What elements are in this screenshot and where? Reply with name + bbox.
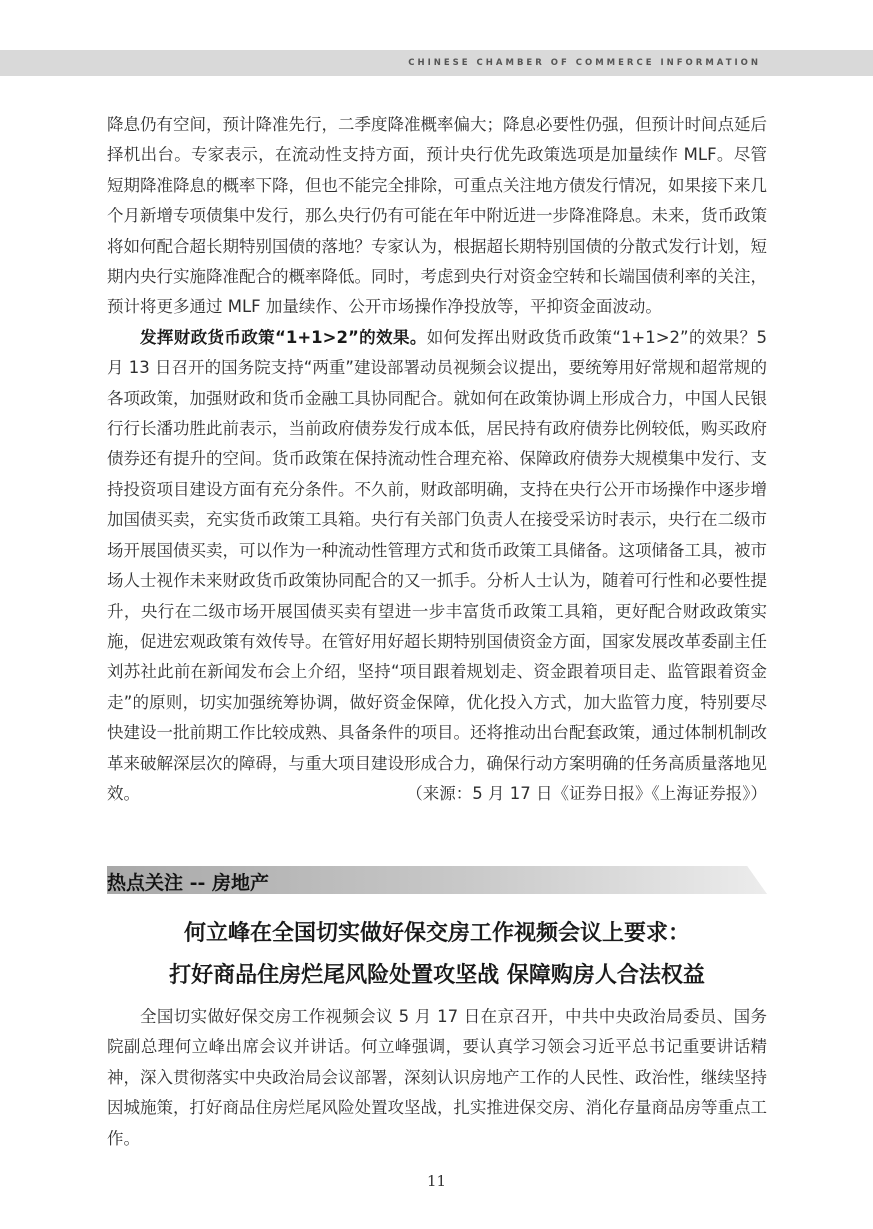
article-1 bbox=[107, 110, 767, 809]
publication-header: CHINESE CHAMBER OF COMMERCE INFORMATION bbox=[408, 58, 761, 68]
paragraph-2-body: 如何发挥出财政货币政策“1+1>2”的效果？5 月 13 日召开的国务院支持“两重”建设部署动员视频会议提出，要统筹用好常规和超常规的各项政策，加强财政和货币金融工具协同配合。就如何在政策协调上形成合力，中国人民银行行长潘功胜此前表示，当前政府债券发行成本低，居民持有政府债券比例较低，购买政府债券还有提升的空间。货币政策在保持流动性合理充裕、保障政府债券大规模集中发行、支持投资项目建设方面有充分条件。不久前，财政部明确，支持在央行公开市场操作中逐步增加国债买卖，充实货币政策工具箱。央行有关部门负责人在接受采访时表示，央行在二级市场开展国债买卖，可以作为一种流动性管理方式和货币政策工具储备。这项储备工具，被市场人士视作未来财政货币政策协同配合的又一抓手。分析人士认为，随着可行性和必要性提升，央行在二级市场开展国债买卖有望进一步丰富货币政策工具箱，更好配合财政政策实施，促进宏观政策有效传导。在管好用好超长期特别国债资金方面，国家发展改革委副主任刘苏社此前在新闻发布会上介绍，坚持“项目跟着规划走、资金跟着项目走、监管跟着资金走”的原则，切实加强统筹协调，做好资金保障，优化投入方式，加大监管力度，特别要尽快建设一批前期工作比较成熟、具备条件的项目。还将推动出台配套政策，通过体制机制改革来破解深层次的障碍，与重大项目建设形成合力，确保行动方案明确的任务高质量落地见效。 bbox=[107, 327, 767, 803]
article-2-headline-line-2: 打好商品住房烂尾风险处置攻坚战 保障购房人合法权益 bbox=[169, 963, 705, 988]
article-2-headline-line-1: 何立峰在全国切实做好保交房工作视频会议上要求： bbox=[183, 921, 690, 946]
article-2-paragraph-1: 全国切实做好保交房工作视频会议 5 月 17 日在京召开，中共中央政治局委员、国务院副总理何立峰出席会议并讲话。何立峰强调，要认真学习领会习近平总书记重要讲话精神，深入贯彻落实中央政治局会议部署，深刻认识房地产工作的人民性、政治性，继续坚持因城施策，打好商品住房烂尾风险处置攻坚战，扎实推进保交房、消化存量商品房等重点工作。 bbox=[107, 1007, 767, 1148]
article-1-paragraph-2 bbox=[107, 323, 767, 810]
article-2 bbox=[107, 1002, 767, 1154]
section-title: 热点关注 -- 房地产 bbox=[107, 872, 270, 894]
article-1-paragraph-1: 降息仍有空间，预计降准先行，二季度降准概率偏大；降息必要性仍强，但预计时间点延后择机出台。专家表示，在流动性支持方面，预计央行优先政策选项是加量续作 MLF。尽管短期降准降息的概率下降，但也不能完全排除，可重点关注地方债发行情况，如果接下来几个月新增专项债集中发行，那么央行仍有可能在年中附近进一步降准降息。未来，货币政策将如何配合超长期特别国债的落地？专家认为，根据超长期特别国债的分散式发行计划，短期内央行实施降准配合的概率降低。同时，考虑到央行对资金空转和长端国债利率的关注，预计将更多通过 MLF 加量续作、公开市场操作净投放等，平抑资金面波动。 bbox=[107, 115, 767, 317]
page-number: 11 bbox=[426, 1172, 447, 1190]
paragraph-2-lead: 发挥财政货币政策“1+1>2”的效果。 bbox=[140, 327, 427, 347]
article-1-source: （来源：5 月 17 日《证券日报》《上海证券报》） bbox=[406, 783, 767, 803]
